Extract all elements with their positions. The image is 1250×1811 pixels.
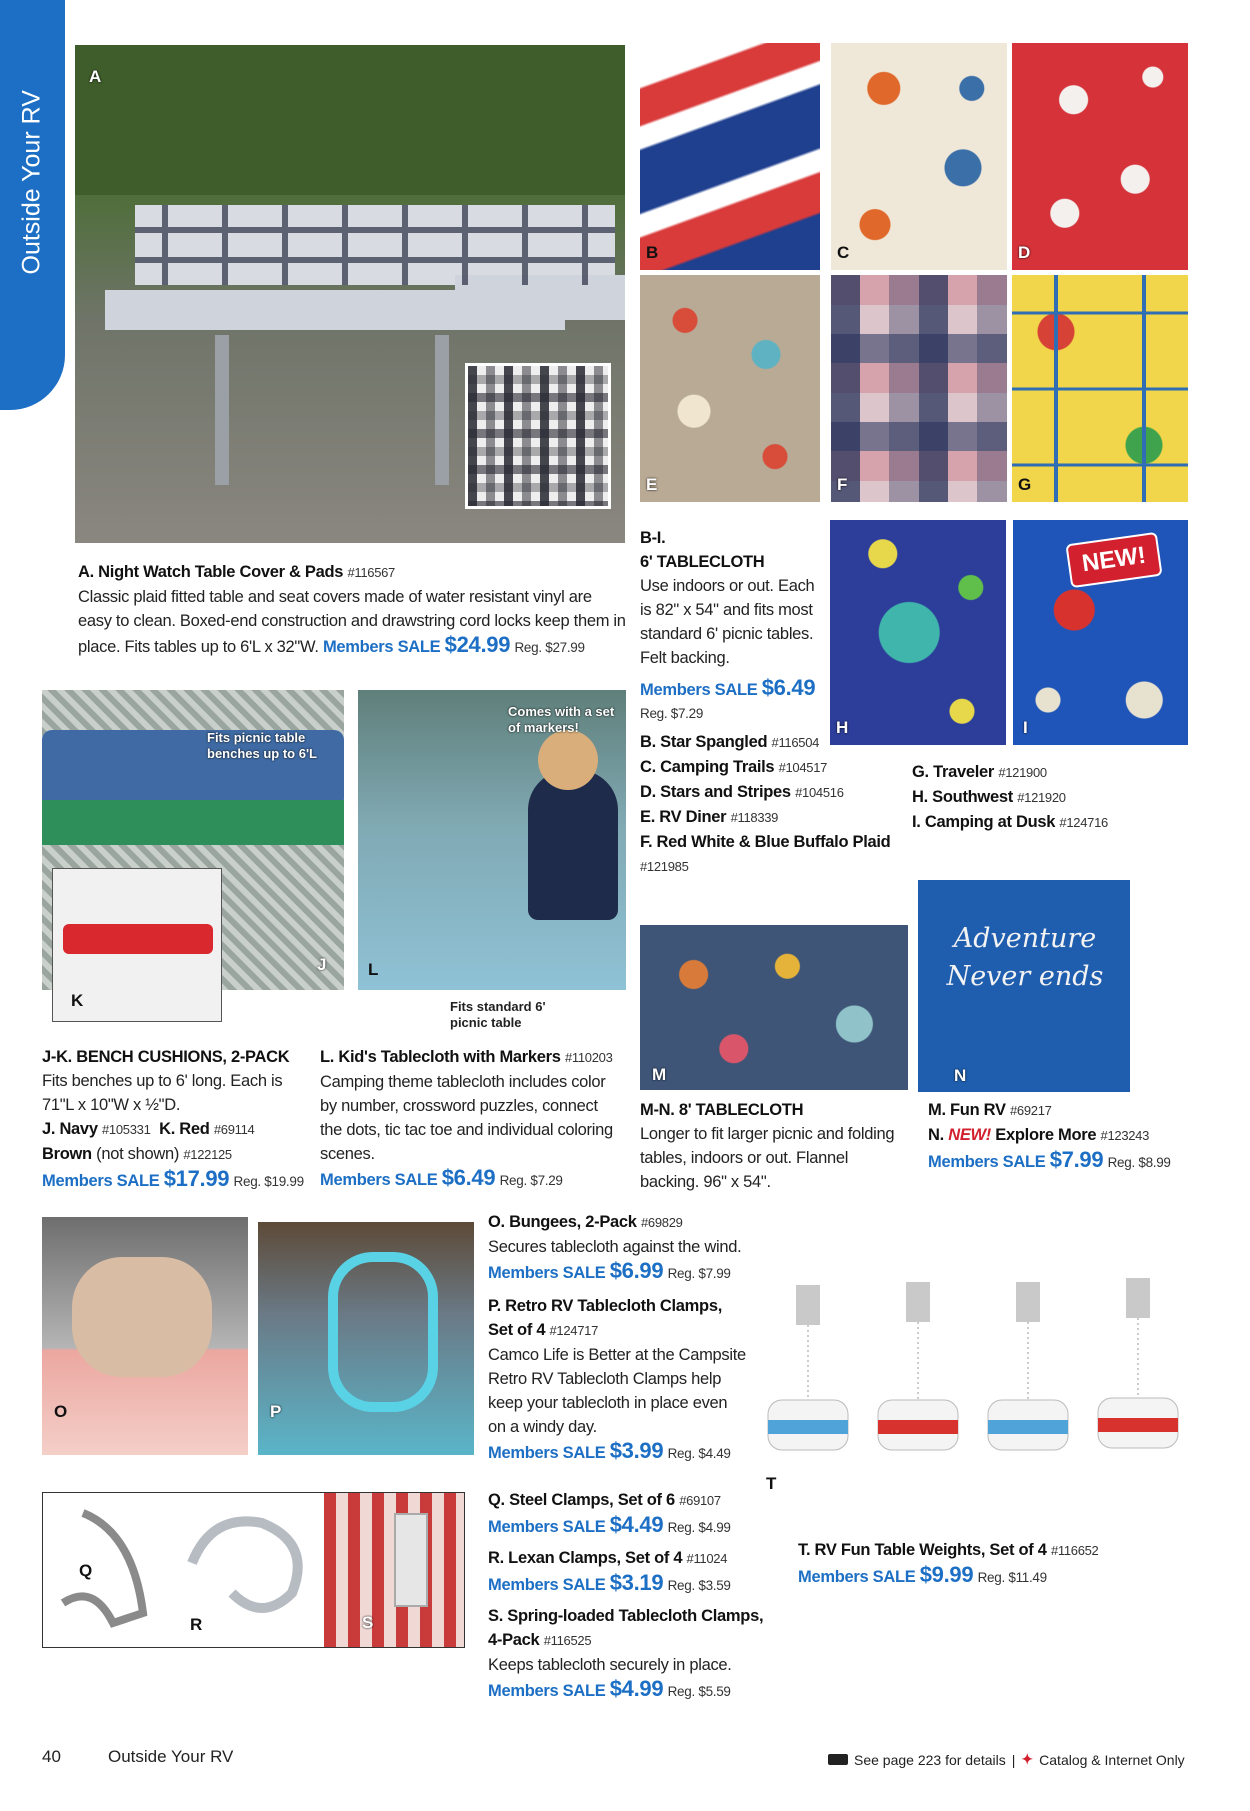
product-t-sale-label: Members SALE bbox=[798, 1568, 916, 1586]
product-a-reg: Reg. $27.99 bbox=[514, 640, 585, 655]
clamp-loop bbox=[328, 1252, 438, 1412]
product-jk-v1: J. Navy bbox=[42, 1120, 98, 1138]
swatch-b-star-spangled bbox=[640, 43, 820, 270]
product-l-sale-label: Members SALE bbox=[320, 1171, 438, 1189]
product-o-sale-label: Members SALE bbox=[488, 1264, 606, 1282]
product-t-reg: Reg. $11.49 bbox=[977, 1570, 1047, 1585]
swatch-m-fun-rv bbox=[640, 925, 908, 1090]
product-q-description bbox=[488, 1488, 778, 1540]
product-bi-code: B-I. bbox=[640, 529, 666, 547]
swatch-i-camping-at-dusk bbox=[1013, 520, 1188, 745]
product-jk-reg: Reg. $19.99 bbox=[233, 1174, 304, 1189]
letter-p: P bbox=[270, 1402, 282, 1421]
callout-table-fit: Fits standard 6' picnic table bbox=[450, 999, 546, 1030]
letter-h: H bbox=[836, 718, 849, 737]
product-q-price: $4.49 bbox=[609, 1512, 664, 1537]
variant-c-item: #104517 bbox=[778, 760, 828, 775]
red-cushion bbox=[63, 924, 213, 954]
weight-1 bbox=[768, 1285, 848, 1450]
product-jk-sale-label: Members SALE bbox=[42, 1172, 160, 1190]
product-p-description bbox=[488, 1294, 748, 1466]
bench-green-frame bbox=[42, 800, 344, 845]
letter-s: S bbox=[362, 1613, 374, 1632]
product-bi-title: 6' TABLECLOTH bbox=[640, 553, 765, 571]
weight-4 bbox=[1098, 1278, 1178, 1448]
letter-j: J bbox=[317, 955, 327, 974]
product-s-price: $4.99 bbox=[609, 1676, 664, 1701]
spring-clamp bbox=[394, 1513, 428, 1607]
product-r-price: $3.19 bbox=[609, 1570, 664, 1595]
footer-details bbox=[828, 1751, 1185, 1768]
variant-g-item: #121900 bbox=[998, 765, 1047, 780]
product-s-sale-label: Members SALE bbox=[488, 1682, 606, 1700]
letter-g: G bbox=[1018, 475, 1032, 494]
table-weights-illustration bbox=[758, 1270, 1198, 1490]
letter-b: B bbox=[646, 243, 659, 262]
letter-a: A bbox=[89, 67, 102, 86]
letter-d: D bbox=[1018, 243, 1031, 262]
product-mn-new-tag: NEW! bbox=[948, 1126, 991, 1144]
product-jk-title: J-K. BENCH CUSHIONS, 2-PACK bbox=[42, 1048, 290, 1066]
product-q-item: #69107 bbox=[679, 1493, 721, 1508]
product-mn-title: M-N. 8' TABLECLOTH bbox=[640, 1101, 804, 1119]
callout-markers: Comes with a set of markers! bbox=[508, 704, 615, 735]
swatch-h-southwest bbox=[830, 520, 1006, 745]
letter-m: M bbox=[652, 1065, 667, 1084]
product-jk-v2-item: #69114 bbox=[213, 1122, 255, 1137]
product-r-reg: Reg. $3.59 bbox=[667, 1578, 731, 1593]
product-a-item: #116567 bbox=[347, 565, 395, 580]
product-r-item: #11024 bbox=[686, 1551, 728, 1566]
variant-f-item: #121985 bbox=[640, 859, 689, 874]
product-mn-reg: Reg. $8.99 bbox=[1107, 1155, 1171, 1170]
letter-l: L bbox=[368, 960, 379, 979]
product-mn-sale-label: Members SALE bbox=[928, 1153, 1046, 1171]
product-jk-v3: Brown bbox=[42, 1145, 92, 1163]
product-a-desc: Classic plaid fitted table and seat covers made of water resistant vinyl are easy to clean. Boxed-end construction and drawstring cord locks keep them in place. Fits tables up to 6'L x 32"W. bbox=[78, 588, 626, 656]
product-mn-v1-item: #69217 bbox=[1009, 1103, 1052, 1118]
letter-k: K bbox=[71, 991, 84, 1010]
swatch-g-traveler bbox=[1012, 275, 1188, 502]
callout-bench-fits: Fits picnic table benches up to 6'L bbox=[207, 730, 317, 761]
plaid-swatch bbox=[465, 363, 611, 509]
photo-q-steel-clamps bbox=[42, 1492, 174, 1648]
variant-i-item: #124716 bbox=[1059, 815, 1108, 830]
product-p-desc: Camco Life is Better at the Campsite Retro RV Tablecloth Clamps help keep your tablecloth in place even on a windy day. bbox=[488, 1346, 746, 1436]
letter-e: E bbox=[646, 475, 658, 494]
product-p-sale-label: Members SALE bbox=[488, 1444, 606, 1462]
product-mn-v2-prefix: N. bbox=[928, 1126, 944, 1144]
product-s-item: #116525 bbox=[543, 1633, 592, 1648]
product-mn-v1: M. Fun RV bbox=[928, 1101, 1006, 1119]
steel-clamp-illustration bbox=[43, 1493, 173, 1647]
product-mn-v2-item: #123243 bbox=[1100, 1128, 1150, 1143]
product-t-item: #116652 bbox=[1050, 1543, 1099, 1558]
product-l-item: #110203 bbox=[564, 1050, 613, 1065]
letter-n: N bbox=[954, 1066, 967, 1085]
photo-a-picnic-table bbox=[75, 45, 625, 543]
product-jk-v2: K. Red bbox=[159, 1120, 210, 1138]
product-l-description bbox=[320, 1045, 620, 1193]
product-mn-desc: Longer to fit larger picnic and folding tables, indoors or out. Flannel backing. 96" x 54". bbox=[640, 1125, 895, 1191]
hand-shape bbox=[72, 1257, 212, 1377]
footer-section-title: Outside Your RV bbox=[108, 1747, 234, 1766]
photo-k-red-cushion bbox=[52, 868, 222, 1022]
product-o-reg: Reg. $7.99 bbox=[667, 1266, 731, 1281]
product-o-item: #69829 bbox=[640, 1215, 683, 1230]
product-p-item: #124717 bbox=[549, 1323, 599, 1338]
photo-l-kids-tablecloth bbox=[358, 690, 626, 990]
letter-r: R bbox=[190, 1615, 203, 1634]
swatch-e-rv-diner bbox=[640, 275, 820, 502]
product-t-title: T. RV Fun Table Weights, Set of 4 bbox=[798, 1541, 1047, 1559]
letter-c: C bbox=[837, 243, 850, 262]
product-l-price: $6.49 bbox=[441, 1165, 496, 1190]
product-p-title: P. Retro RV Tablecloth Clamps, Set of 4 bbox=[488, 1297, 722, 1339]
product-q-title: Q. Steel Clamps, Set of 6 bbox=[488, 1491, 675, 1509]
boy-head bbox=[538, 730, 598, 790]
footer-separator: | bbox=[1011, 1751, 1016, 1768]
variant-f-name: F. Red White & Blue Buffalo Plaid bbox=[640, 833, 891, 851]
photo-s-spring-clamps bbox=[324, 1492, 465, 1648]
footer-details-link[interactable]: See page 223 for details bbox=[854, 1751, 1006, 1768]
product-bi-desc: Use indoors or out. Each is 82" x 54" and fits most standard 6' picnic tables. Felt backing. bbox=[640, 577, 815, 667]
variant-e-item: #118339 bbox=[730, 810, 779, 825]
photo-p-retro-clamps bbox=[258, 1222, 474, 1455]
product-s-title: S. Spring-loaded Tablecloth Clamps, 4-Pack bbox=[488, 1607, 764, 1649]
variant-g-name: G. Traveler bbox=[912, 763, 995, 781]
product-s-reg: Reg. $5.59 bbox=[667, 1684, 731, 1699]
product-bi-variants-left bbox=[640, 730, 900, 879]
product-l-title: L. Kid's Tablecloth with Markers bbox=[320, 1048, 561, 1066]
variant-b-item: #116504 bbox=[771, 735, 820, 750]
product-bi-description bbox=[640, 526, 820, 726]
product-mn-right-description bbox=[928, 1098, 1198, 1175]
product-jk-price: $17.99 bbox=[163, 1166, 230, 1191]
page-number: 40 bbox=[42, 1747, 61, 1766]
letter-o: O bbox=[54, 1402, 68, 1421]
product-bi-sale-label: Members SALE bbox=[640, 681, 758, 699]
letter-t: T bbox=[766, 1474, 777, 1493]
product-q-reg: Reg. $4.99 bbox=[667, 1520, 731, 1535]
product-bi-variants-right bbox=[912, 760, 1192, 835]
variant-h-name: H. Southwest bbox=[912, 788, 1013, 806]
product-jk-v3-item: #122125 bbox=[183, 1147, 232, 1162]
variant-d-item: #104516 bbox=[795, 785, 844, 800]
weight-2 bbox=[878, 1282, 958, 1450]
product-jk-description bbox=[42, 1045, 312, 1194]
product-s-desc: Keeps tablecloth securely in place. bbox=[488, 1656, 732, 1674]
section-tab-label: Outside Your RV bbox=[17, 90, 46, 275]
variant-e-name: E. RV Diner bbox=[640, 808, 727, 826]
product-jk-v3-note: (not shown) bbox=[96, 1145, 180, 1163]
product-a-sale-label: Members SALE bbox=[322, 638, 441, 656]
photo-o-bungees bbox=[42, 1217, 248, 1455]
red-cross-icon: ✦ bbox=[1021, 1751, 1034, 1767]
product-r-description bbox=[488, 1546, 778, 1598]
product-jk-desc: Fits benches up to 6' long. Each is 71"L x 10"W x ½"D. bbox=[42, 1072, 283, 1114]
product-q-sale-label: Members SALE bbox=[488, 1518, 606, 1536]
variant-c-name: C. Camping Trails bbox=[640, 758, 775, 776]
product-mn-left-description bbox=[640, 1098, 910, 1194]
variant-h-item: #121920 bbox=[1017, 790, 1066, 805]
product-t-description bbox=[798, 1538, 1198, 1590]
new-badge: NEW! bbox=[1065, 532, 1162, 588]
product-t-price: $9.99 bbox=[919, 1562, 974, 1587]
product-mn-v2: Explore More bbox=[995, 1126, 1097, 1144]
product-a-title: A. Night Watch Table Cover & Pads bbox=[78, 563, 344, 581]
letter-f: F bbox=[837, 475, 848, 494]
variant-d-name: D. Stars and Stripes bbox=[640, 783, 791, 801]
footer-catalog-only: Catalog & Internet Only bbox=[1039, 1751, 1185, 1768]
photo-r-lexan-clamps bbox=[172, 1492, 325, 1648]
adventure-graphic-text: Adventure Never ends bbox=[946, 923, 1104, 992]
swatch-d-stars-and-stripes bbox=[1012, 43, 1188, 270]
swatch-c-camping-trails bbox=[831, 43, 1007, 270]
product-p-reg: Reg. $4.49 bbox=[667, 1446, 731, 1461]
product-a-price: $24.99 bbox=[444, 632, 511, 657]
letter-i: I bbox=[1023, 718, 1028, 737]
swatch-n-explore-more bbox=[918, 880, 1130, 1092]
variant-i-name: I. Camping at Dusk bbox=[912, 813, 1056, 831]
product-s-description bbox=[488, 1604, 768, 1704]
product-r-title: R. Lexan Clamps, Set of 4 bbox=[488, 1549, 683, 1567]
swatch-f-buffalo-plaid bbox=[831, 275, 1007, 502]
product-jk-v1-item: #105331 bbox=[102, 1122, 151, 1137]
letter-q: Q bbox=[79, 1561, 93, 1580]
product-r-sale-label: Members SALE bbox=[488, 1576, 606, 1594]
truck-icon bbox=[828, 1754, 848, 1765]
weight-3 bbox=[988, 1282, 1068, 1450]
variant-b-name: B. Star Spangled bbox=[640, 733, 768, 751]
product-a-description bbox=[78, 560, 628, 660]
product-o-description bbox=[488, 1210, 778, 1286]
product-p-price: $3.99 bbox=[609, 1438, 664, 1463]
section-tab bbox=[0, 0, 65, 410]
boy-figure bbox=[528, 770, 618, 920]
product-l-reg: Reg. $7.29 bbox=[499, 1173, 563, 1188]
product-l-desc: Camping theme tablecloth includes color by number, crossword puzzles, connect the dots, tic tac toe and individual coloring scenes. bbox=[320, 1073, 613, 1163]
product-bi-price: $6.49 bbox=[761, 675, 816, 700]
product-o-title: O. Bungees, 2-Pack bbox=[488, 1213, 637, 1231]
product-bi-reg: Reg. $7.29 bbox=[640, 706, 704, 721]
photo-t-table-weights bbox=[758, 1270, 1198, 1490]
product-mn-price: $7.99 bbox=[1049, 1147, 1104, 1172]
product-o-price: $6.99 bbox=[609, 1258, 664, 1283]
product-o-desc: Secures tablecloth against the wind. bbox=[488, 1238, 742, 1256]
